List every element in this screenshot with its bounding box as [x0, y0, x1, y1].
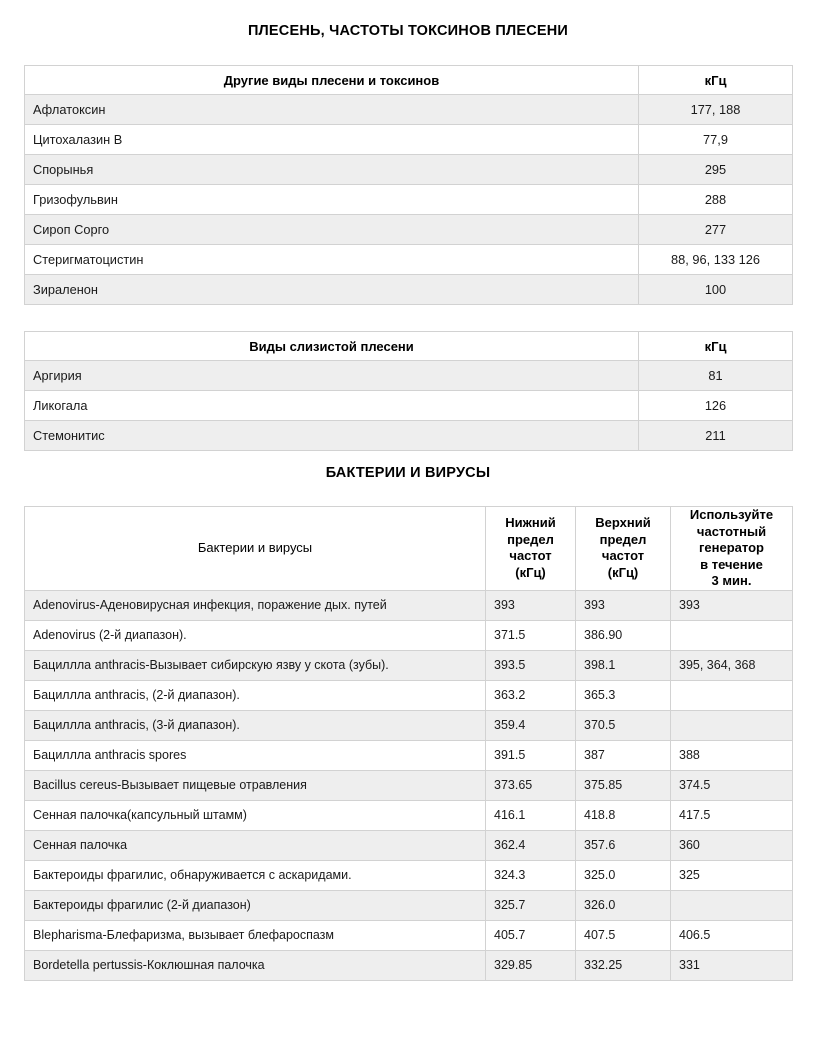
- cell-slime-mold-khz: 126: [639, 391, 793, 421]
- cell-lower-limit: 325.7: [486, 890, 576, 920]
- bacteria-table: [24, 506, 793, 981]
- cell-mold-name: Зираленон: [25, 275, 639, 305]
- cell-slime-mold-khz: 211: [639, 421, 793, 451]
- table-row: [25, 950, 793, 980]
- cell-lower-limit: 416.1: [486, 800, 576, 830]
- cell-generator: [671, 620, 793, 650]
- slime-molds-table-body: [25, 361, 793, 451]
- cell-mold-name: Гризофульвин: [25, 185, 639, 215]
- other-molds-table: [24, 65, 793, 305]
- cell-slime-mold-khz: 81: [639, 361, 793, 391]
- cell-upper-limit: 370.5: [576, 710, 671, 740]
- cell-upper-limit: 387: [576, 740, 671, 770]
- table-row: [25, 185, 793, 215]
- other-molds-table-wrapper: [24, 39, 792, 305]
- cell-upper-limit: 386.90: [576, 620, 671, 650]
- cell-bacteria-name: Сенная палочка: [25, 830, 486, 860]
- cell-lower-limit: 391.5: [486, 740, 576, 770]
- cell-bacteria-name: Bordetella pertussis-Коклюшная палочка: [25, 950, 486, 980]
- cell-generator: 417.5: [671, 800, 793, 830]
- cell-lower-limit: 371.5: [486, 620, 576, 650]
- table-row: [25, 710, 793, 740]
- cell-upper-limit: 365.3: [576, 680, 671, 710]
- table-row: [25, 155, 793, 185]
- cell-mold-khz: 88, 96, 133 126: [639, 245, 793, 275]
- cell-generator: 325: [671, 860, 793, 890]
- cell-mold-khz: 77,9: [639, 125, 793, 155]
- cell-lower-limit: 405.7: [486, 920, 576, 950]
- cell-lower-limit: 359.4: [486, 710, 576, 740]
- cell-bacteria-name: Бактероиды фрагилис (2-й диапазон): [25, 890, 486, 920]
- header-line: 3 мин.: [711, 573, 752, 588]
- cell-lower-limit: 393.5: [486, 650, 576, 680]
- column-header-bacteria-name: Бактерии и вирусы: [25, 507, 486, 591]
- cell-generator: [671, 710, 793, 740]
- cell-upper-limit: 418.8: [576, 800, 671, 830]
- cell-bacteria-name: Blepharisma-Блефаризма, вызывает блефароспазм: [25, 920, 486, 950]
- cell-slime-mold-name: Аргирия: [25, 361, 639, 391]
- cell-lower-limit: 393: [486, 590, 576, 620]
- header-line: (кГц): [607, 564, 639, 580]
- table-header-row: [25, 332, 793, 361]
- cell-mold-khz: 177, 188: [639, 95, 793, 125]
- cell-lower-limit: 324.3: [486, 860, 576, 890]
- slime-molds-table: [24, 331, 793, 451]
- cell-generator: 374.5: [671, 770, 793, 800]
- column-header-generator-duration: [671, 507, 793, 591]
- table-row: [25, 275, 793, 305]
- cell-upper-limit: 393: [576, 590, 671, 620]
- cell-generator: 388: [671, 740, 793, 770]
- header-line: Используйте: [689, 507, 774, 522]
- cell-generator: 393: [671, 590, 793, 620]
- header-line: генератор: [699, 540, 764, 555]
- header-line: Нижний: [505, 515, 556, 531]
- table-row: [25, 391, 793, 421]
- table-header-row: [25, 507, 793, 591]
- table-row: [25, 590, 793, 620]
- cell-bacteria-name: Бациллла anthracis, (2-й диапазон).: [25, 680, 486, 710]
- table-row: [25, 95, 793, 125]
- column-header-upper-limit: [576, 507, 671, 591]
- header-line: предел: [507, 531, 554, 547]
- cell-upper-limit: 326.0: [576, 890, 671, 920]
- cell-mold-name: Афлатоксин: [25, 95, 639, 125]
- cell-slime-mold-name: Стемонитис: [25, 421, 639, 451]
- header-line: частотный: [696, 523, 767, 539]
- cell-upper-limit: 407.5: [576, 920, 671, 950]
- column-header-mold-name: Другие виды плесени и токсинов: [25, 66, 639, 95]
- cell-lower-limit: 373.65: [486, 770, 576, 800]
- cell-bacteria-name: Adenovirus-Аденовирусная инфекция, поражение дых. путей: [25, 590, 486, 620]
- table-row: [25, 215, 793, 245]
- cell-bacteria-name: Бациллла anthracis, (3-й диапазон).: [25, 710, 486, 740]
- table-row: [25, 125, 793, 155]
- bacteria-table-body: [25, 590, 793, 980]
- table-row: [25, 361, 793, 391]
- column-header-khz: кГц: [639, 66, 793, 95]
- page-title-bacteria: БАКТЕРИИ И ВИРУСЫ: [325, 465, 491, 481]
- table-row: [25, 920, 793, 950]
- cell-mold-name: Спорынья: [25, 155, 639, 185]
- table-header-row: [25, 66, 793, 95]
- cell-upper-limit: 398.1: [576, 650, 671, 680]
- column-header-khz: кГц: [639, 332, 793, 361]
- slime-molds-table-wrapper: [24, 305, 792, 451]
- table-row: [25, 800, 793, 830]
- header-line: в течение: [700, 556, 763, 572]
- cell-generator: 395, 364, 368: [671, 650, 793, 680]
- cell-upper-limit: 375.85: [576, 770, 671, 800]
- header-line: предел: [599, 531, 647, 547]
- cell-lower-limit: 362.4: [486, 830, 576, 860]
- table-row: [25, 860, 793, 890]
- cell-mold-khz: 288: [639, 185, 793, 215]
- table-row: [25, 245, 793, 275]
- cell-lower-limit: 329.85: [486, 950, 576, 980]
- cell-mold-name: Сироп Сорго: [25, 215, 639, 245]
- table-row: [25, 620, 793, 650]
- cell-upper-limit: 325.0: [576, 860, 671, 890]
- cell-bacteria-name: Бациллла anthracis spores: [25, 740, 486, 770]
- slime-molds-table-head: [25, 332, 793, 361]
- bacteria-table-wrapper: [24, 481, 792, 981]
- page-title-mold: ПЛЕСЕНЬ, ЧАСТОТЫ ТОКСИНОВ ПЛЕСЕНИ: [247, 23, 569, 39]
- other-molds-table-head: [25, 66, 793, 95]
- other-molds-table-body: [25, 95, 793, 305]
- cell-generator: [671, 680, 793, 710]
- cell-bacteria-name: Adenovirus (2-й диапазон).: [25, 620, 486, 650]
- cell-generator: 406.5: [671, 920, 793, 950]
- cell-mold-khz: 277: [639, 215, 793, 245]
- header-line: частот: [509, 548, 552, 564]
- column-header-lower-limit: [486, 507, 576, 591]
- cell-generator: [671, 890, 793, 920]
- header-line: Верхний: [595, 515, 651, 531]
- table-row: [25, 650, 793, 680]
- cell-generator: 331: [671, 950, 793, 980]
- column-header-slime-mold-name: Виды слизистой плесени: [25, 332, 639, 361]
- cell-generator: 360: [671, 830, 793, 860]
- table-row: [25, 680, 793, 710]
- table-row: [25, 740, 793, 770]
- cell-bacteria-name: Бациллла anthracis-Вызывает сибирскую язву у скота (зубы).: [25, 650, 486, 680]
- cell-upper-limit: 357.6: [576, 830, 671, 860]
- cell-mold-khz: 100: [639, 275, 793, 305]
- table-row: [25, 830, 793, 860]
- cell-bacteria-name: Бактероиды фрагилис, обнаруживается с аскаридами.: [25, 860, 486, 890]
- table-row: [25, 770, 793, 800]
- cell-mold-khz: 295: [639, 155, 793, 185]
- cell-lower-limit: 363.2: [486, 680, 576, 710]
- table-row: [25, 421, 793, 451]
- header-line: частот: [601, 548, 645, 564]
- cell-slime-mold-name: Ликогала: [25, 391, 639, 421]
- cell-mold-name: Цитохалазин В: [25, 125, 639, 155]
- cell-bacteria-name: Сенная палочка(капсульный штамм): [25, 800, 486, 830]
- bacteria-table-head: [25, 507, 793, 591]
- cell-bacteria-name: Bacillus cereus-Вызывает пищевые отравления: [25, 770, 486, 800]
- cell-mold-name: Стеригматоцистин: [25, 245, 639, 275]
- table-row: [25, 890, 793, 920]
- cell-upper-limit: 332.25: [576, 950, 671, 980]
- header-line: (кГц): [515, 564, 546, 580]
